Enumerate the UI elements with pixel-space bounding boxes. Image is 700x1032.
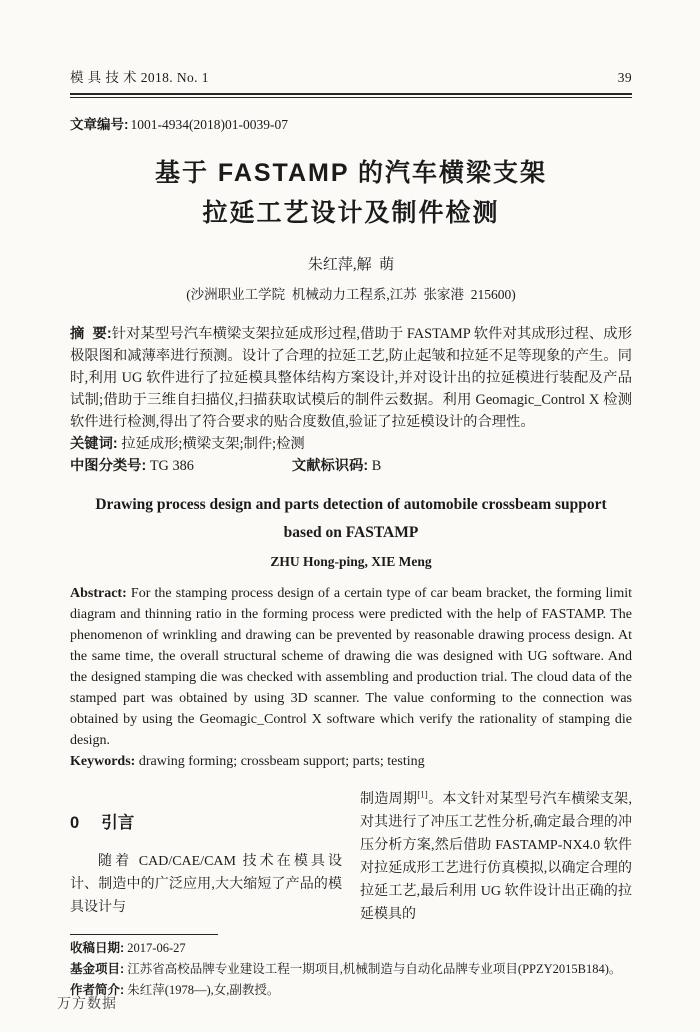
header-rule [70, 93, 632, 98]
section-title: 引言 [101, 814, 135, 832]
right-column [360, 788, 632, 926]
body-columns [70, 788, 632, 926]
section-heading [70, 812, 342, 835]
abstract-cn-text: 针对某型号汽车横梁支架拉延成形过程,借助于 FASTAMP 软件对其成形过程、成形极限图和减薄率进行预测。设计了合理的拉延工艺,防止起皱和拉延不足等现象的产生。同时,利用 UG 软件进行了拉延模具整体结构方案设计,并对设计出的拉延模进行装配及产品试制;借助于三维自扫描仪,扫描获取试模后的制件云数据。利用 Geomagic_Control X 检测软件进行检测,得出了符合要求的贴合度数值,验证了拉延模设计的合理性。 [70, 326, 632, 430]
doc-code-value: B [371, 458, 382, 474]
article-id-line [70, 113, 632, 133]
footnote-rule [70, 934, 218, 935]
abstract-cn [70, 323, 632, 433]
abstract-en [70, 583, 632, 751]
affiliation-cn: (沙洲职业工学院 机械动力工程系,江苏 张家港 215600) [186, 287, 516, 302]
keywords-cn-line [70, 433, 632, 455]
clc-label: 中图分类号: [70, 458, 147, 474]
left-column [70, 788, 342, 926]
received-label: 收稿日期: [70, 941, 125, 955]
keywords-cn-text: 拉延成形;横梁支架;制件;检测 [121, 436, 305, 452]
received-value: 2017-06-27 [127, 941, 186, 955]
article-title-cn-line1: 基于 FASTAMP 的汽车横梁支架 [154, 159, 548, 187]
doc-code-label: 文献标识码: [291, 458, 369, 474]
right-column-text-pre: 制造周期 [360, 792, 418, 807]
abstract-en-text: For the stamping process design of a certain type of car beam bracket, the forming limit diagram and thinning ratio in the forming process were predicted with the help of FASTAMP. The phenomenon of wrinkling and drawing can be prevented by reasonable drawing process design. At the same time, the overall structural scheme of drawing die was designed with UG software. And the designed stamping die was checked with assembling and production trial. The cloud data of the stamped part was obtained by using 3D scanner. The value conforming to the connection was obtained by using the Geomagic_Control X software which verify the rationality of stamping die design. [70, 586, 632, 748]
footnotes [70, 938, 632, 1001]
fund-label: 基金项目: [70, 962, 125, 976]
reference-superscript: [1] [417, 789, 428, 800]
bio-value: 朱红萍(1978—),女,副教授。 [127, 983, 280, 997]
abstract-cn-label: 摘 要: [70, 326, 112, 342]
running-header [70, 66, 632, 86]
article-title-en [70, 491, 632, 547]
article-id-value: 1001-4934(2018)01-0039-07 [130, 117, 288, 132]
page-number: 39 [617, 70, 632, 85]
fund-value: 江苏省高校品牌专业建设工程一期项目,机械制造与自动化品牌专业项目(PPZY2015B184)。 [127, 962, 622, 976]
article-title-en-line2: based on FASTAMP [283, 524, 419, 541]
article-id-label: 文章编号: [70, 117, 129, 132]
wanfang-data-watermark: 万方数据 [57, 995, 117, 1011]
footnote-fund [70, 959, 632, 980]
left-column-paragraph: 随着 CAD/CAE/CAM 技术在模具设计、制造中的广泛应用,大大缩短了产品的模具设计与 [70, 854, 342, 915]
keywords-en-label: Keywords: [70, 754, 136, 769]
bio-label: 作者简介: [70, 983, 125, 997]
keywords-en-line [70, 751, 632, 772]
article-title-cn [70, 153, 632, 233]
journal-name: 模 具 技 术 2018. No. 1 [70, 70, 209, 85]
section-number: 0 [70, 814, 80, 832]
right-column-text-post: 。本文针对某型号汽车横梁支架,对其进行了冲压工艺性分析,确定最合理的冲压分析方案,然后借助 FASTAMP-NX4.0 软件对拉延成形工艺进行仿真模拟,以确定合理的拉延工艺,最后利用 UG 软件设计出正确的拉延模具的 [360, 792, 633, 922]
clc-value: TG 386 [149, 458, 194, 474]
article-title-en-line1: Drawing process design and parts detection of automobile crossbeam support [95, 496, 607, 513]
authors-cn: 朱红萍,解 萌 [307, 257, 395, 273]
footnote-received [70, 938, 632, 959]
article-title-cn-line2: 拉延工艺设计及制件检测 [202, 199, 500, 227]
classification-line [70, 455, 632, 477]
abstract-en-label: Abstract: [70, 586, 127, 601]
authors-en: ZHU Hong-ping, XIE Meng [270, 554, 432, 569]
keywords-en-text: drawing forming; crossbeam support; parts; testing [135, 754, 425, 769]
keywords-cn-label: 关键词: [70, 436, 118, 452]
footnote-bio [70, 980, 632, 1001]
